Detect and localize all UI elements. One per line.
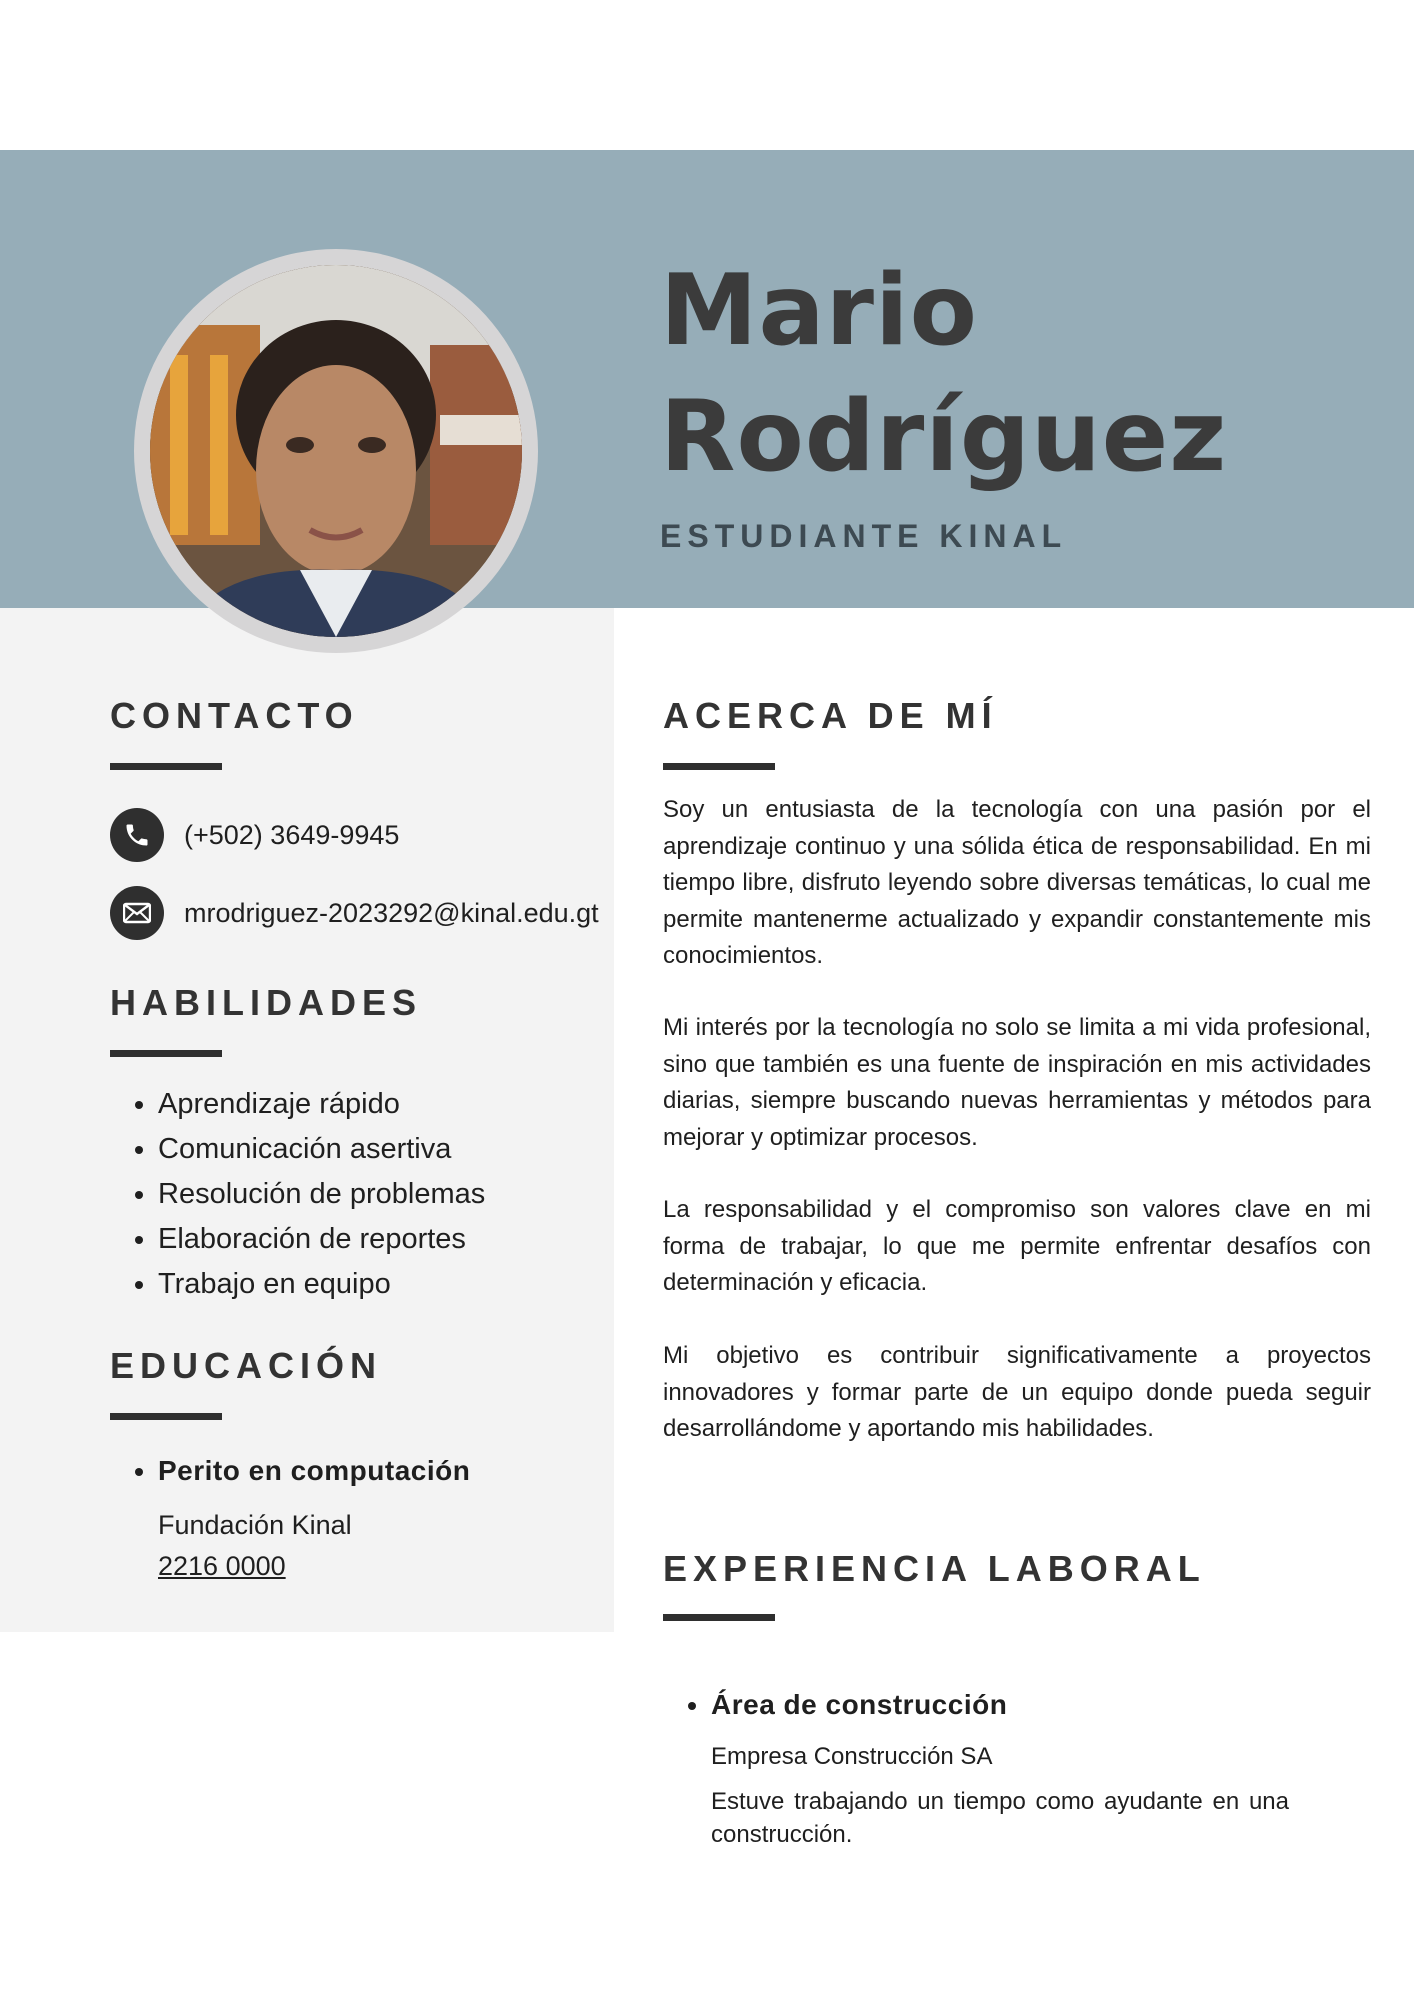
- experience-item: [711, 1682, 1289, 1851]
- experience-list: [663, 1682, 1289, 1851]
- education-list: [110, 1448, 470, 1587]
- skill-item: • Trabajo en equipo: [158, 1262, 485, 1307]
- job-title: ESTUDIANTE KINAL: [660, 518, 1068, 554]
- skills-section-title: HABILIDADES: [110, 982, 423, 1023]
- experience-company: Empresa Construcción SA: [711, 1743, 993, 1770]
- contact-section-title: CONTACTO: [110, 695, 359, 736]
- experience-title-rule: [663, 1614, 775, 1621]
- skill-item: • Elaboración de reportes: [158, 1217, 485, 1262]
- education-title-rule: [110, 1413, 222, 1420]
- contact-email-row: [110, 886, 599, 940]
- candidate-name: [660, 248, 1227, 500]
- skill-item: • Resolución de problemas: [158, 1172, 485, 1217]
- about-paragraph: Mi interés por la tecnología no solo se limita a mi vida profesional, sino que también es una fuente de inspiración en mis actividades diarias, siempre buscando nuevas herramientas y métodos para mejorar y optimizar procesos.: [663, 1014, 1371, 1151]
- profile-photo: [150, 265, 522, 637]
- education-phone[interactable]: 2216 0000: [158, 1551, 286, 1581]
- about-paragraph: La responsabilidad y el compromiso son valores clave en mi forma de trabajar, lo que me permite enfrentar desafíos con determinación y eficacia.: [663, 1196, 1371, 1296]
- about-section-title: ACERCA DE MÍ: [663, 695, 998, 736]
- experience-role: • Área de construcción: [711, 1689, 1008, 1720]
- skill-item: • Comunicación asertiva: [158, 1127, 485, 1172]
- education-item: [158, 1448, 470, 1587]
- email-icon: [110, 886, 164, 940]
- last-name: Rodríguez: [660, 380, 1228, 494]
- education-section-title: EDUCACIÓN: [110, 1345, 383, 1386]
- contact-email[interactable]: mrodriguez-2023292@kinal.edu.gt: [184, 897, 599, 928]
- skills-title-rule: [110, 1050, 222, 1057]
- experience-description: Estuve trabajando un tiempo como ayudante en una construcción.: [711, 1788, 1289, 1848]
- contact-phone-row: [110, 808, 399, 862]
- contact-phone[interactable]: (+502) 3649-9945: [184, 819, 400, 850]
- education-institution: Fundación Kinal: [158, 1510, 352, 1540]
- experience-section-title: EXPERIENCIA LABORAL: [663, 1548, 1206, 1589]
- first-name: Mario: [660, 254, 978, 368]
- contact-title-rule: [110, 763, 222, 770]
- skill-item: • Aprendizaje rápido: [158, 1082, 485, 1127]
- education-degree: • Perito en computación: [158, 1455, 471, 1486]
- about-paragraph: Soy un entusiasta de la tecnología con una pasión por el aprendizaje continuo y una sólida ética de responsabilidad. En mi tiempo libre, disfruto leyendo sobre diversas temáticas, lo cual me permite mantenerme actualizado y expandir constantemente mis conocimientos.: [663, 796, 1371, 969]
- about-paragraph: Mi objetivo es contribuir significativamente a proyectos innovadores y formar parte de un equipo donde pueda seguir desarrollándome y aportando mis habilidades.: [663, 1342, 1371, 1442]
- skills-list: [110, 1082, 485, 1307]
- about-title-rule: [663, 763, 775, 770]
- phone-icon: [110, 808, 164, 862]
